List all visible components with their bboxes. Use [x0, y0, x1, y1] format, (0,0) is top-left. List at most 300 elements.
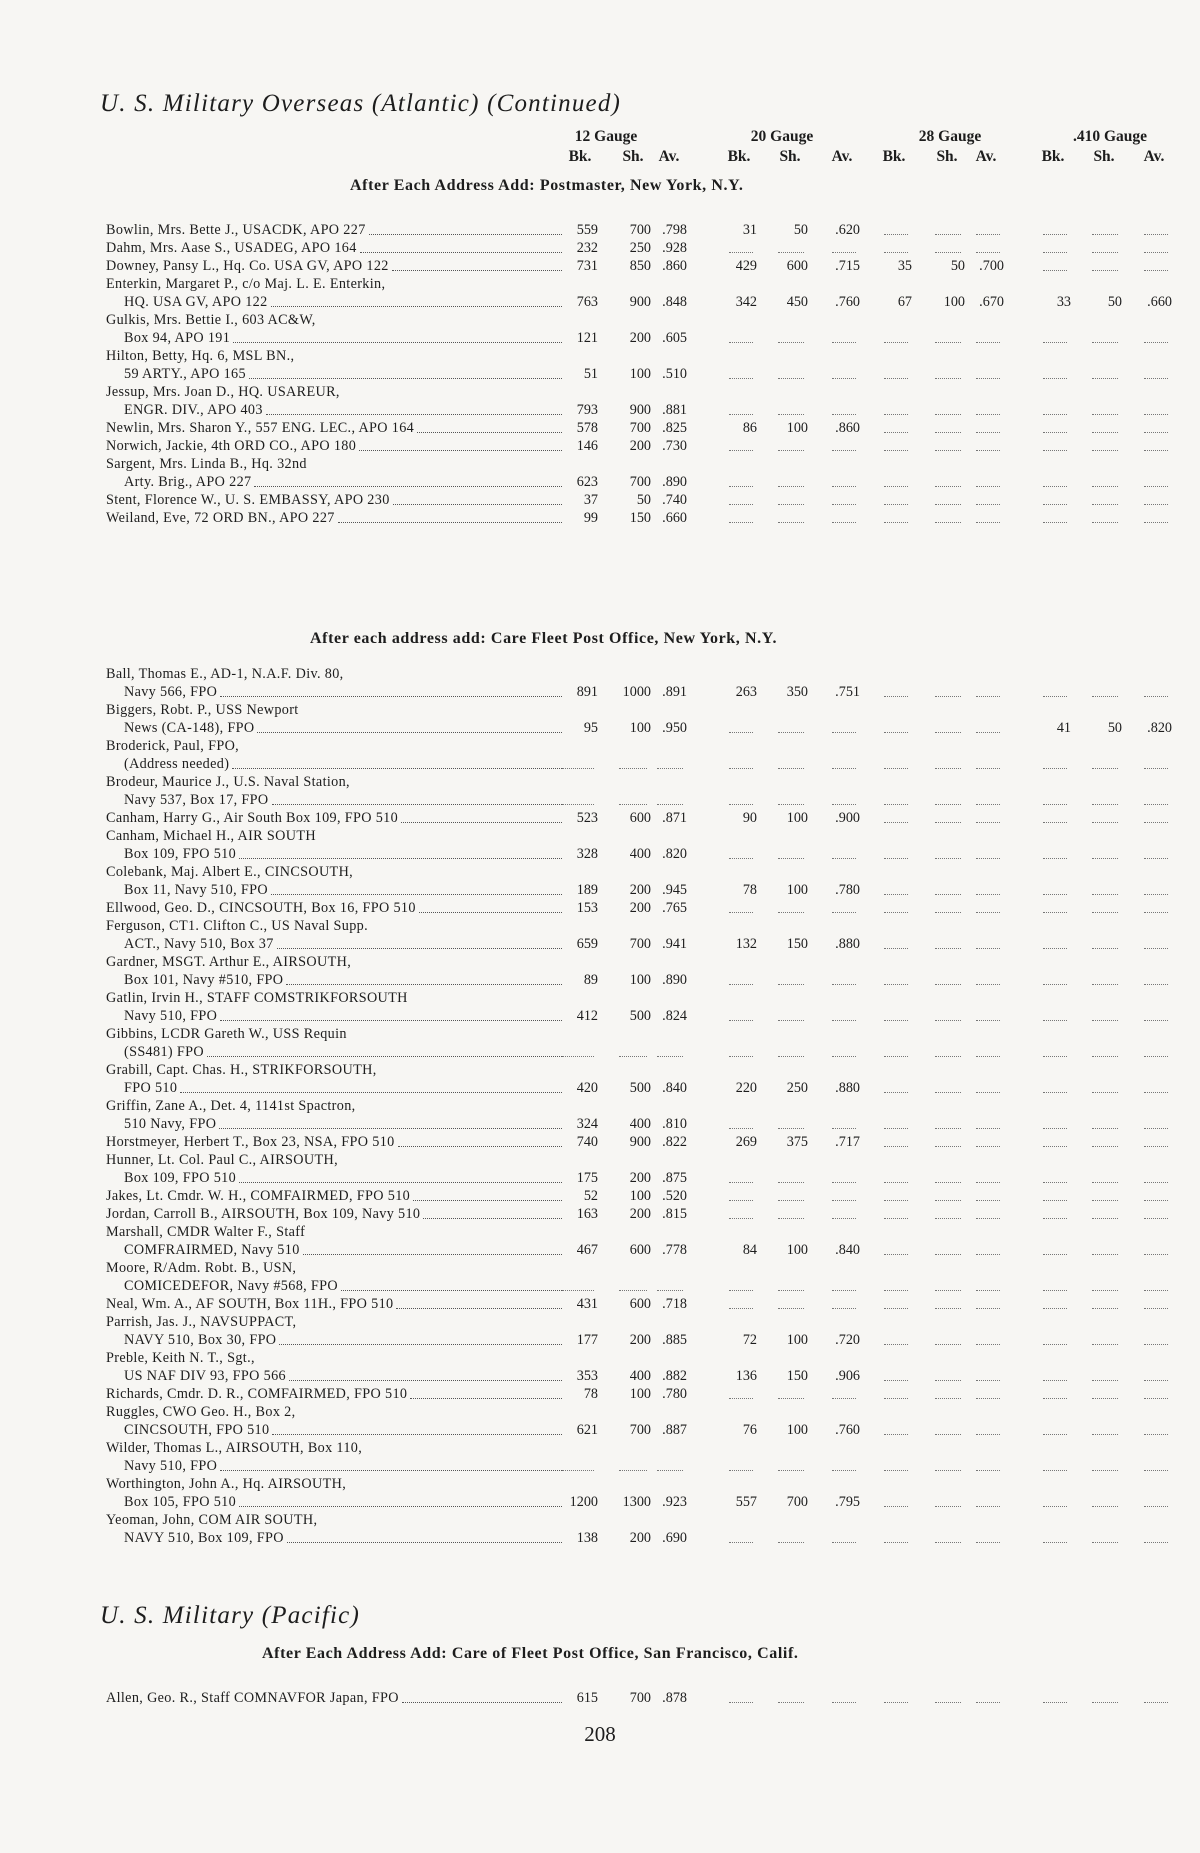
- empty-score-leader: [1144, 768, 1168, 769]
- empty-score-leader: [729, 1398, 753, 1399]
- section-title-atlantic: U. S. Military Overseas (Atlantic) (Continued): [100, 90, 622, 117]
- entry-address-continued: (SS481) FPO: [124, 1044, 204, 1060]
- empty-score-leader: [1043, 894, 1067, 895]
- empty-score-leader: [832, 1128, 856, 1129]
- empty-score-leader: [976, 1182, 1000, 1183]
- score-cell: .848: [662, 294, 687, 310]
- empty-score-leader: [976, 432, 1000, 433]
- score-cell: 467: [576, 1242, 598, 1258]
- empty-score-leader: [884, 504, 908, 505]
- score-cell: 100: [786, 420, 808, 436]
- score-cell: 700: [629, 936, 651, 952]
- column-header: Sh.: [779, 148, 801, 165]
- empty-score-leader: [1043, 1182, 1067, 1183]
- column-header: Sh.: [1093, 148, 1115, 165]
- score-cell: 731: [576, 258, 598, 274]
- dot-leader: [180, 1092, 562, 1093]
- empty-score-leader: [1043, 414, 1067, 415]
- empty-score-leader: [976, 1308, 1000, 1309]
- empty-score-leader: [976, 1344, 1000, 1345]
- score-cell: .670: [979, 294, 1004, 310]
- empty-score-leader: [884, 1506, 908, 1507]
- empty-score-leader: [1043, 1290, 1067, 1291]
- empty-score-leader: [884, 1290, 908, 1291]
- empty-score-leader: [778, 504, 804, 505]
- empty-score-leader: [1092, 696, 1118, 697]
- empty-score-leader: [884, 252, 908, 253]
- score-cell: 100: [786, 1242, 808, 1258]
- score-cell: .700: [979, 258, 1004, 274]
- empty-score-leader: [884, 1200, 908, 1201]
- empty-score-leader: [935, 894, 961, 895]
- empty-score-leader: [832, 1702, 856, 1703]
- entry-address-continued: Arty. Brig., APO 227: [124, 474, 252, 490]
- empty-score-leader: [935, 1398, 961, 1399]
- empty-score-leader: [1092, 1702, 1118, 1703]
- entry-address-continued: NAVY 510, Box 30, FPO: [124, 1332, 277, 1348]
- score-cell: .815: [662, 1206, 687, 1222]
- score-cell: 600: [629, 810, 651, 826]
- score-cell: 132: [735, 936, 757, 952]
- score-cell: 659: [576, 936, 598, 952]
- empty-score-leader: [884, 894, 908, 895]
- entry-name: Hunner, Lt. Col. Paul C., AIRSOUTH,: [106, 1152, 338, 1168]
- entry-address-continued: US NAF DIV 93, FPO 566: [124, 1368, 286, 1384]
- score-cell: 50: [1107, 720, 1122, 736]
- empty-score-leader: [935, 1146, 961, 1147]
- empty-score-leader: [935, 948, 961, 949]
- empty-score-leader: [778, 768, 804, 769]
- empty-score-leader: [935, 1020, 961, 1021]
- score-cell: .822: [662, 1134, 687, 1150]
- score-cell: .717: [835, 1134, 860, 1150]
- score-cell: 50: [1107, 294, 1122, 310]
- score-cell: 700: [786, 1494, 808, 1510]
- score-cell: 138: [576, 1530, 598, 1546]
- empty-score-leader: [935, 696, 961, 697]
- entry-address-continued: News (CA-148), FPO: [124, 720, 255, 736]
- score-cell: .690: [662, 1530, 687, 1546]
- empty-score-leader: [976, 522, 1000, 523]
- empty-score-leader: [657, 804, 683, 805]
- dot-leader: [272, 804, 562, 805]
- empty-score-leader: [729, 1128, 753, 1129]
- empty-score-leader: [562, 804, 594, 805]
- empty-score-leader: [976, 1254, 1000, 1255]
- empty-score-leader: [832, 450, 856, 451]
- empty-score-leader: [1043, 522, 1067, 523]
- score-cell: 600: [786, 258, 808, 274]
- score-cell: 150: [786, 1368, 808, 1384]
- entry-name: Yeoman, John, COM AIR SOUTH,: [106, 1512, 318, 1528]
- score-cell: 136: [735, 1368, 757, 1384]
- score-cell: 89: [583, 972, 598, 988]
- dot-leader: [272, 1434, 562, 1435]
- score-cell: 50: [636, 492, 651, 508]
- empty-score-leader: [1043, 450, 1067, 451]
- empty-score-leader: [1092, 450, 1118, 451]
- score-cell: 51: [583, 366, 598, 382]
- score-cell: 100: [629, 720, 651, 736]
- empty-score-leader: [1144, 948, 1168, 949]
- score-cell: 100: [629, 1188, 651, 1204]
- score-cell: 324: [576, 1116, 598, 1132]
- score-cell: 900: [629, 294, 651, 310]
- score-cell: 375: [786, 1134, 808, 1150]
- empty-score-leader: [1043, 768, 1067, 769]
- empty-score-leader: [729, 984, 753, 985]
- empty-score-leader: [832, 1182, 856, 1183]
- empty-score-leader: [1144, 858, 1168, 859]
- empty-score-leader: [884, 1398, 908, 1399]
- score-cell: 200: [629, 882, 651, 898]
- score-cell: 100: [629, 972, 651, 988]
- empty-score-leader: [1043, 1434, 1067, 1435]
- empty-score-leader: [935, 1380, 961, 1381]
- score-cell: 250: [629, 240, 651, 256]
- entry-address-continued: Navy 537, Box 17, FPO: [124, 792, 269, 808]
- score-cell: 200: [629, 1170, 651, 1186]
- empty-score-leader: [1043, 486, 1067, 487]
- empty-score-leader: [1043, 1398, 1067, 1399]
- column-header: Av.: [975, 148, 997, 165]
- empty-score-leader: [1092, 234, 1118, 235]
- entry-name: Grabill, Capt. Chas. H., STRIKFORSOUTH,: [106, 1062, 377, 1078]
- dot-leader: [360, 252, 562, 253]
- gauge-12-header: 12 Gauge: [574, 128, 638, 145]
- empty-score-leader: [1043, 1200, 1067, 1201]
- entry-address-continued: Box 109, FPO 510: [124, 846, 237, 862]
- empty-score-leader: [832, 1542, 856, 1543]
- entry-name: Jordan, Carroll B., AIRSOUTH, Box 109, Navy 510: [106, 1206, 421, 1222]
- empty-score-leader: [1144, 1020, 1168, 1021]
- score-cell: .900: [835, 810, 860, 826]
- score-cell: 232: [576, 240, 598, 256]
- empty-score-leader: [884, 804, 908, 805]
- column-header: Bk.: [1041, 148, 1065, 165]
- empty-score-leader: [729, 1056, 753, 1057]
- empty-score-leader: [562, 768, 594, 769]
- empty-score-leader: [1043, 1128, 1067, 1129]
- empty-score-leader: [1043, 912, 1067, 913]
- empty-score-leader: [1092, 342, 1118, 343]
- empty-score-leader: [1144, 1470, 1168, 1471]
- empty-score-leader: [976, 1380, 1000, 1381]
- score-cell: 400: [629, 846, 651, 862]
- dot-leader: [249, 378, 562, 379]
- score-cell: 450: [786, 294, 808, 310]
- empty-score-leader: [1043, 1702, 1067, 1703]
- empty-score-leader: [1043, 822, 1067, 823]
- score-cell: .906: [835, 1368, 860, 1384]
- dot-leader: [220, 1020, 562, 1021]
- empty-score-leader: [832, 522, 856, 523]
- empty-score-leader: [832, 414, 856, 415]
- entry-name: Griffin, Zane A., Det. 4, 1141st Spactron,: [106, 1098, 356, 1114]
- empty-score-leader: [1043, 270, 1067, 271]
- score-cell: 200: [629, 438, 651, 454]
- score-cell: 220: [735, 1080, 757, 1096]
- empty-score-leader: [619, 1290, 647, 1291]
- empty-score-leader: [884, 1254, 908, 1255]
- empty-score-leader: [1043, 1380, 1067, 1381]
- empty-score-leader: [1092, 1308, 1118, 1309]
- empty-score-leader: [884, 1128, 908, 1129]
- dot-leader: [277, 948, 562, 949]
- empty-score-leader: [935, 504, 961, 505]
- empty-score-leader: [1144, 432, 1168, 433]
- empty-score-leader: [935, 342, 961, 343]
- score-cell: 500: [629, 1080, 651, 1096]
- empty-score-leader: [935, 1702, 961, 1703]
- entry-name: Moore, R/Adm. Robt. B., USN,: [106, 1260, 297, 1276]
- empty-score-leader: [935, 522, 961, 523]
- score-cell: 328: [576, 846, 598, 862]
- empty-score-leader: [778, 342, 804, 343]
- score-cell: .887: [662, 1422, 687, 1438]
- empty-score-leader: [729, 504, 753, 505]
- score-cell: .878: [662, 1690, 687, 1706]
- score-cell: 95: [583, 720, 598, 736]
- empty-score-leader: [832, 252, 856, 253]
- score-cell: 900: [629, 402, 651, 418]
- empty-score-leader: [729, 1020, 753, 1021]
- empty-score-leader: [976, 1146, 1000, 1147]
- dot-leader: [341, 1290, 562, 1291]
- empty-score-leader: [778, 486, 804, 487]
- score-cell: 90: [742, 810, 757, 826]
- empty-score-leader: [619, 804, 647, 805]
- entry-address-continued: Box 101, Navy #510, FPO: [124, 972, 284, 988]
- address-instruction-fleet-ny: After each address add: Care Fleet Post Office, New York, N.Y.: [310, 630, 778, 647]
- entry-name: Gatlin, Irvin H., STAFF COMSTRIKFORSOUTH: [106, 990, 408, 1006]
- empty-score-leader: [1043, 1092, 1067, 1093]
- empty-score-leader: [1043, 1506, 1067, 1507]
- column-header: Bk.: [568, 148, 592, 165]
- empty-score-leader: [729, 1290, 753, 1291]
- empty-score-leader: [729, 1182, 753, 1183]
- empty-score-leader: [778, 1200, 804, 1201]
- score-cell: 1200: [569, 1494, 598, 1510]
- empty-score-leader: [778, 1470, 804, 1471]
- empty-score-leader: [935, 1056, 961, 1057]
- empty-score-leader: [976, 1470, 1000, 1471]
- score-cell: 78: [742, 882, 757, 898]
- empty-score-leader: [619, 768, 647, 769]
- score-cell: .760: [835, 1422, 860, 1438]
- empty-score-leader: [935, 486, 961, 487]
- dot-leader: [287, 1542, 562, 1543]
- empty-score-leader: [778, 522, 804, 523]
- score-cell: 621: [576, 1422, 598, 1438]
- dot-leader: [220, 696, 562, 697]
- entry-name: Newlin, Mrs. Sharon Y., 557 ENG. LEC., APO 164: [106, 420, 415, 436]
- empty-score-leader: [778, 1182, 804, 1183]
- score-cell: .778: [662, 1242, 687, 1258]
- entry-name: Ellwood, Geo. D., CINCSOUTH, Box 16, FPO 510: [106, 900, 416, 916]
- empty-score-leader: [1043, 504, 1067, 505]
- empty-score-leader: [657, 768, 683, 769]
- score-cell: 559: [576, 222, 598, 238]
- empty-score-leader: [1043, 234, 1067, 235]
- empty-score-leader: [884, 1344, 908, 1345]
- entry-address-continued: Navy 566, FPO: [124, 684, 218, 700]
- empty-score-leader: [729, 732, 753, 733]
- empty-score-leader: [1043, 1542, 1067, 1543]
- empty-score-leader: [1144, 894, 1168, 895]
- entry-name: Richards, Cmdr. D. R., COMFAIRMED, FPO 510: [106, 1386, 408, 1402]
- empty-score-leader: [832, 1308, 856, 1309]
- score-cell: 420: [576, 1080, 598, 1096]
- empty-score-leader: [832, 768, 856, 769]
- entry-name: Gulkis, Mrs. Bettie I., 603 AC&W,: [106, 312, 316, 328]
- empty-score-leader: [884, 858, 908, 859]
- score-cell: .891: [662, 684, 687, 700]
- empty-score-leader: [976, 912, 1000, 913]
- entry-name: Broderick, Paul, FPO,: [106, 738, 240, 754]
- entry-address-continued: NAVY 510, Box 109, FPO: [124, 1530, 284, 1546]
- entry-name: Jakes, Lt. Cmdr. W. H., COMFAIRMED, FPO 510: [106, 1188, 411, 1204]
- empty-score-leader: [1144, 1702, 1168, 1703]
- entry-name: Worthington, John A., Hq. AIRSOUTH,: [106, 1476, 347, 1492]
- empty-score-leader: [1043, 378, 1067, 379]
- empty-score-leader: [832, 378, 856, 379]
- empty-score-leader: [884, 696, 908, 697]
- score-cell: 250: [786, 1080, 808, 1096]
- score-cell: .885: [662, 1332, 687, 1348]
- empty-score-leader: [884, 1218, 908, 1219]
- empty-score-leader: [729, 378, 753, 379]
- score-cell: .765: [662, 900, 687, 916]
- dot-leader: [369, 234, 562, 235]
- empty-score-leader: [729, 1218, 753, 1219]
- empty-score-leader: [729, 252, 753, 253]
- empty-score-leader: [778, 804, 804, 805]
- score-cell: 41: [1056, 720, 1071, 736]
- empty-score-leader: [976, 696, 1000, 697]
- score-cell: 189: [576, 882, 598, 898]
- empty-score-leader: [832, 504, 856, 505]
- empty-score-leader: [884, 732, 908, 733]
- empty-score-leader: [1092, 270, 1118, 271]
- empty-score-leader: [935, 822, 961, 823]
- empty-score-leader: [935, 858, 961, 859]
- entry-name: Gardner, MSGT. Arthur E., AIRSOUTH,: [106, 954, 352, 970]
- score-cell: 150: [786, 936, 808, 952]
- score-cell: .860: [835, 420, 860, 436]
- empty-score-leader: [976, 948, 1000, 949]
- entry-name: Enterkin, Margaret P., c/o Maj. L. E. Enterkin,: [106, 276, 386, 292]
- column-header: Bk.: [882, 148, 906, 165]
- entry-name: Brodeur, Maurice J., U.S. Naval Station,: [106, 774, 350, 790]
- entry-address-continued: 510 Navy, FPO: [124, 1116, 217, 1132]
- empty-score-leader: [1043, 984, 1067, 985]
- empty-score-leader: [778, 1398, 804, 1399]
- empty-score-leader: [1144, 252, 1168, 253]
- empty-score-leader: [1144, 234, 1168, 235]
- empty-score-leader: [1144, 450, 1168, 451]
- empty-score-leader: [884, 1020, 908, 1021]
- score-cell: .820: [662, 846, 687, 862]
- empty-score-leader: [935, 1200, 961, 1201]
- empty-score-leader: [1144, 414, 1168, 415]
- empty-score-leader: [935, 912, 961, 913]
- empty-score-leader: [976, 450, 1000, 451]
- empty-score-leader: [976, 1702, 1000, 1703]
- score-cell: .740: [662, 492, 687, 508]
- empty-score-leader: [935, 378, 961, 379]
- column-header: Sh.: [936, 148, 958, 165]
- empty-score-leader: [884, 1380, 908, 1381]
- empty-score-leader: [729, 1702, 753, 1703]
- score-cell: .660: [662, 510, 687, 526]
- score-cell: 850: [629, 258, 651, 274]
- empty-score-leader: [884, 1056, 908, 1057]
- empty-score-leader: [1144, 1200, 1168, 1201]
- entry-name: Biggers, Robt. P., USS Newport: [106, 702, 299, 718]
- dot-leader: [359, 450, 562, 451]
- entry-address-continued: Navy 510, FPO: [124, 1008, 218, 1024]
- empty-score-leader: [976, 858, 1000, 859]
- entry-address-continued: CINCSOUTH, FPO 510: [124, 1422, 270, 1438]
- empty-score-leader: [1043, 1470, 1067, 1471]
- empty-score-leader: [1144, 696, 1168, 697]
- empty-score-leader: [976, 486, 1000, 487]
- score-cell: 52: [583, 1188, 598, 1204]
- empty-score-leader: [832, 486, 856, 487]
- empty-score-leader: [1092, 804, 1118, 805]
- score-cell: .880: [835, 936, 860, 952]
- empty-score-leader: [832, 1398, 856, 1399]
- empty-score-leader: [562, 1290, 594, 1291]
- empty-score-leader: [1144, 1146, 1168, 1147]
- entry-name: Jessup, Mrs. Joan D., HQ. USAREUR,: [106, 384, 340, 400]
- empty-score-leader: [1144, 1434, 1168, 1435]
- empty-score-leader: [976, 342, 1000, 343]
- empty-score-leader: [1092, 1182, 1118, 1183]
- score-cell: .798: [662, 222, 687, 238]
- empty-score-leader: [832, 858, 856, 859]
- empty-score-leader: [1144, 822, 1168, 823]
- score-cell: 100: [786, 882, 808, 898]
- empty-score-leader: [935, 1470, 961, 1471]
- score-cell: .760: [835, 294, 860, 310]
- empty-score-leader: [1043, 1344, 1067, 1345]
- score-cell: .720: [835, 1332, 860, 1348]
- empty-score-leader: [1144, 486, 1168, 487]
- address-instruction-atlantic: After Each Address Add: Postmaster, New York, N.Y.: [350, 177, 744, 194]
- empty-score-leader: [884, 1702, 908, 1703]
- empty-score-leader: [1092, 1542, 1118, 1543]
- empty-score-leader: [976, 822, 1000, 823]
- empty-score-leader: [1043, 1254, 1067, 1255]
- dot-leader: [338, 522, 562, 523]
- empty-score-leader: [1092, 858, 1118, 859]
- empty-score-leader: [884, 1434, 908, 1435]
- score-cell: .945: [662, 882, 687, 898]
- empty-score-leader: [1092, 894, 1118, 895]
- empty-score-leader: [1043, 342, 1067, 343]
- score-cell: 400: [629, 1116, 651, 1132]
- empty-score-leader: [729, 1470, 753, 1471]
- entry-address-continued: ENGR. DIV., APO 403: [124, 402, 263, 418]
- column-header: Av.: [658, 148, 680, 165]
- score-cell: 31: [742, 222, 757, 238]
- score-cell: 100: [786, 1422, 808, 1438]
- empty-score-leader: [1092, 378, 1118, 379]
- entry-name: Colebank, Maj. Albert E., CINCSOUTH,: [106, 864, 354, 880]
- empty-score-leader: [884, 378, 908, 379]
